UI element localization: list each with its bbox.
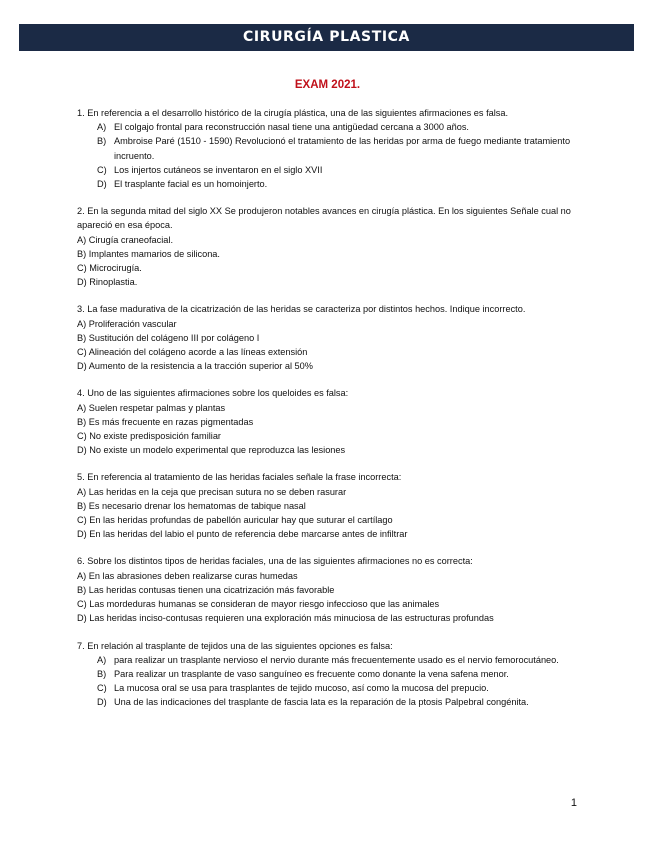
option-a: A) Cirugía craneofacial.: [77, 234, 174, 245]
option-b: B) Implantes mamarios de silicona.: [77, 248, 220, 259]
option-c: C) Alineación del colágeno acorde a las líneas extensión: [77, 347, 308, 358]
option-a: [77, 120, 577, 134]
option-a: A) Proliferación vascular: [77, 318, 177, 329]
document-header-bar: [19, 24, 634, 51]
question-1: [77, 106, 577, 191]
question-6: [77, 554, 577, 625]
option-text: Ambroise Paré (1510 - 1590) Revolucionó el tratamiento de las heridas por arma de fuego mediante tratamiento incruento.: [114, 136, 571, 161]
option-b: B) Es necesario drenar los hematomas de tabique nasal: [77, 500, 306, 511]
option-text: El colgajo frontal para reconstrucción nasal tiene una antigüedad cercana a 3000 años.: [114, 122, 469, 133]
document-title: CIRURGÍA PLASTICA: [243, 29, 410, 45]
option-text: Una de las indicaciones del trasplante de fascia lata es la reparación de la ptosis Palpebral congénita.: [114, 697, 529, 708]
option-d: D) No existe un modelo experimental que reproduzca las lesiones: [77, 445, 346, 456]
question-text: 1. En referencia a el desarrollo histórico de la cirugía plástica, una de las siguientes afirmaciones es falsa.: [77, 108, 509, 118]
option-letter: D): [97, 697, 107, 708]
option-c: C) Las mordeduras humanas se consideran de mayor riesgo infeccioso que las animales: [77, 599, 440, 610]
option-b: [77, 134, 577, 162]
option-text: La mucosa oral se usa para trasplantes de tejido mucoso, así como la mucosa del prepucio.: [114, 683, 489, 694]
question-text: 2. En la segunda mitad del siglo XX Se produjeron notables avances en cirugía plástica. En los siguientes Señale cual no apareció en esa época.: [77, 206, 571, 231]
option-text: para realizar un trasplante nervioso el nervio durante más frecuentemente usado es el nervio femorocutáneo.: [114, 654, 559, 665]
question-2: [77, 204, 577, 289]
option-d: [77, 177, 577, 191]
option-letter: B): [97, 668, 107, 679]
question-text: 5. En referencia al tratamiento de las heridas faciales señale la frase incorrecta:: [77, 472, 402, 483]
question-text: 3. La fase madurativa de la cicatrización de las heridas se caracteriza por distintos hechos. Indique incorrecto.: [77, 304, 526, 315]
option-d: D) Rinoplastia.: [77, 277, 138, 288]
option-letter: C): [97, 164, 107, 175]
option-text: El trasplante facial es un homoinjerto.: [114, 179, 268, 190]
option-letter: A): [97, 654, 107, 665]
option-c: C) No existe predisposición familiar: [77, 431, 221, 442]
question-3: [77, 302, 577, 373]
option-c: C) En las heridas profundas de pabellón auricular hay que suturar el cartílago: [77, 515, 393, 526]
option-list: [77, 653, 577, 710]
question-7: [77, 639, 577, 710]
question-text: 6. Sobre los distintos tipos de heridas faciales, una de las siguientes afirmaciones no es correcta:: [77, 556, 473, 567]
option-b: [77, 667, 577, 681]
option-b: B) Sustitución del colágeno III por colágeno I: [77, 332, 260, 343]
option-d: D) En las heridas del labio el punto de referencia debe marcarse antes de infiltrar: [77, 529, 408, 540]
question-text: 7. En relación al trasplante de tejidos una de las siguientes opciones es falsa:: [77, 640, 393, 651]
option-a: [77, 653, 577, 667]
option-a: A) Las heridas en la ceja que precisan sutura no se deben rasurar: [77, 486, 347, 497]
option-b: B) Las heridas contusas tienen una cicatrización más favorable: [77, 584, 335, 595]
option-text: Los injertos cutáneos se inventaron en el siglo XVII: [114, 164, 323, 175]
option-c: C) Microcirugía.: [77, 263, 142, 274]
question-list: [77, 106, 577, 723]
option-d: [77, 695, 577, 709]
option-c: [77, 163, 577, 177]
page-number: 1: [570, 797, 577, 809]
option-c: [77, 681, 577, 695]
option-list: [77, 120, 577, 191]
option-a: A) Suelen respetar palmas y plantas: [77, 402, 226, 413]
option-b: B) Es más frecuente en razas pigmentadas: [77, 416, 254, 427]
exam-title: EXAM 2021.: [294, 79, 361, 91]
question-5: [77, 470, 577, 541]
question-4: [77, 386, 577, 457]
option-d: D) Las heridas inciso-contusas requieren una exploración más minuciosa de las estructuras profundas: [77, 613, 494, 624]
question-text: 4. Uno de las siguientes afirmaciones sobre los queloides es falsa:: [77, 388, 349, 399]
option-letter: C): [97, 683, 107, 694]
option-letter: D): [97, 179, 107, 190]
option-letter: A): [97, 122, 107, 133]
option-a: A) En las abrasiones deben realizarse curas humedas: [77, 570, 298, 581]
option-text: Para realizar un trasplante de vaso sanguíneo es frecuente como donante la vena safena menor.: [114, 668, 509, 679]
option-d: D) Aumento de la resistencia a la tracción superior al 50%: [77, 361, 313, 372]
option-letter: B): [97, 136, 107, 147]
